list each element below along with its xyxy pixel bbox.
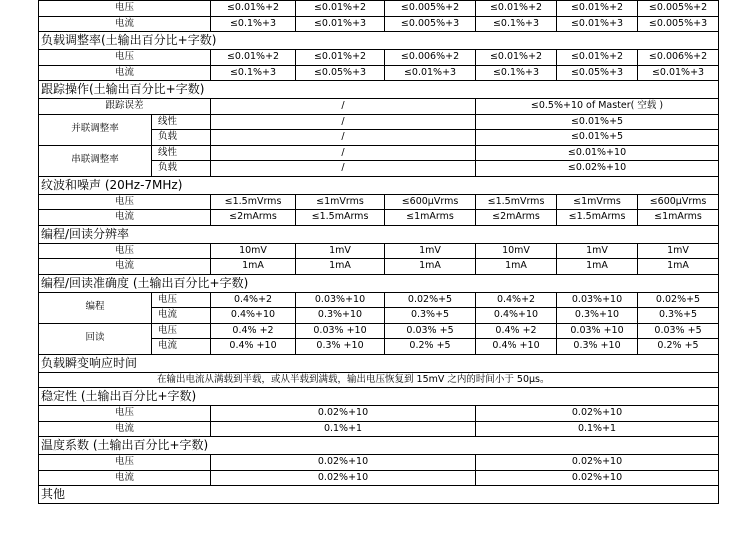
value-cell: 1mV xyxy=(296,243,385,259)
row-label: 电压 xyxy=(39,194,211,210)
value-cell: 0.03% +10 xyxy=(557,323,638,339)
table-row xyxy=(39,243,719,259)
sub-label: 负载 xyxy=(152,130,211,146)
row-label: 电压 xyxy=(39,455,211,471)
row-label: 电流 xyxy=(39,210,211,226)
value-cell: ≤0.01%+2 xyxy=(557,1,638,17)
group-label: 串联调整率 xyxy=(39,145,152,176)
value-cell: 0.4%+10 xyxy=(476,308,557,324)
value-cell: 0.2% +5 xyxy=(385,339,476,355)
value-cell: 0.3%+10 xyxy=(557,308,638,324)
row-label: 电流 xyxy=(39,16,211,32)
table-row xyxy=(39,145,719,161)
value-cell: 0.02%+10 xyxy=(476,406,719,422)
value-cell: ≤1mArms xyxy=(638,210,719,226)
table-row xyxy=(39,114,719,130)
section-title-stability: 稳定性 (土输出百分比+字数) xyxy=(39,388,719,406)
value-cell: 0.03% +5 xyxy=(385,323,476,339)
section-row xyxy=(39,274,719,292)
value-cell: ≤0.01%+5 xyxy=(476,130,719,146)
value-cell: 0.4%+10 xyxy=(211,308,296,324)
value-cell: ≤0.01%+2 xyxy=(296,1,385,17)
row-label: 电压 xyxy=(39,1,211,17)
value-cell: ≤2mArms xyxy=(476,210,557,226)
value-cell: ≤1.5mArms xyxy=(296,210,385,226)
sub-label: 电流 xyxy=(152,308,211,324)
value-cell: ≤0.01%+2 xyxy=(557,50,638,66)
value-cell: 0.02%+10 xyxy=(476,470,719,486)
value-cell: ≤1mArms xyxy=(385,210,476,226)
value-cell: ≤0.05%+3 xyxy=(296,65,385,81)
value-cell: 1mA xyxy=(385,259,476,275)
row-label: 电压 xyxy=(39,406,211,422)
table-row xyxy=(39,194,719,210)
value-cell: 1mV xyxy=(638,243,719,259)
value-cell: / xyxy=(211,145,476,161)
section-row xyxy=(39,32,719,50)
section-title-other: 其他 xyxy=(39,486,719,504)
value-cell: ≤1mVrms xyxy=(557,194,638,210)
value-cell: ≤0.01%+2 xyxy=(211,50,296,66)
value-cell: ≤0.005%+2 xyxy=(638,1,719,17)
value-cell: 0.02%+5 xyxy=(385,292,476,308)
section-title-ripple: 纹波和噪声 (20Hz-7MHz) xyxy=(39,176,719,194)
section-row xyxy=(39,176,719,194)
value-cell: 0.03%+10 xyxy=(557,292,638,308)
section-title-accuracy: 编程/回读准确度 (土输出百分比+字数) xyxy=(39,274,719,292)
value-cell: 0.02%+10 xyxy=(211,470,476,486)
row-label: 电流 xyxy=(39,421,211,437)
value-cell: ≤0.005%+2 xyxy=(385,1,476,17)
section-title-tracking: 跟踪操作(土输出百分比+字数) xyxy=(39,81,719,99)
transient-text: 在输出电流从满载到半载，或从半载到满载，输出电压恢复到 15mV 之内的时间小于 50μs。 xyxy=(39,372,719,388)
value-cell: 0.4%+2 xyxy=(211,292,296,308)
section-row xyxy=(39,486,719,504)
section-title-load-regulation: 负载调整率(土输出百分比+字数) xyxy=(39,32,719,50)
table-row xyxy=(39,455,719,471)
row-label: 电流 xyxy=(39,65,211,81)
table-row xyxy=(39,323,719,339)
table-row xyxy=(39,99,719,115)
row-label: 电压 xyxy=(39,50,211,66)
value-cell: ≤0.1%+3 xyxy=(476,65,557,81)
section-row xyxy=(39,354,719,372)
value-cell: 10mV xyxy=(476,243,557,259)
sub-label: 线性 xyxy=(152,145,211,161)
sub-label: 电压 xyxy=(152,292,211,308)
value-cell: / xyxy=(211,99,476,115)
table-row xyxy=(39,16,719,32)
value-cell: 1mA xyxy=(211,259,296,275)
value-cell: 0.4%+2 xyxy=(476,292,557,308)
table-row xyxy=(39,259,719,275)
table-row xyxy=(39,1,719,17)
sub-label: 线性 xyxy=(152,114,211,130)
row-label: 电流 xyxy=(39,259,211,275)
group-label: 回读 xyxy=(39,323,152,354)
value-cell: 0.3% +10 xyxy=(557,339,638,355)
value-cell: 0.03%+10 xyxy=(296,292,385,308)
value-cell: ≤0.1%+3 xyxy=(476,16,557,32)
value-cell: 1mV xyxy=(385,243,476,259)
spec-sheet xyxy=(38,0,718,504)
row-label: 电流 xyxy=(39,470,211,486)
table-row xyxy=(39,210,719,226)
value-cell: 1mA xyxy=(296,259,385,275)
value-cell: ≤0.5%+10 of Master( 空载 ) xyxy=(476,99,719,115)
value-cell: 0.3%+5 xyxy=(638,308,719,324)
value-cell: ≤0.01%+3 xyxy=(385,65,476,81)
section-title-transient: 负载瞬变响应时间 xyxy=(39,354,719,372)
value-cell: ≤0.01%+2 xyxy=(296,50,385,66)
value-cell: ≤600μVrms xyxy=(638,194,719,210)
value-cell: / xyxy=(211,130,476,146)
table-row xyxy=(39,65,719,81)
table-row xyxy=(39,292,719,308)
value-cell: ≤0.1%+3 xyxy=(211,16,296,32)
value-cell: ≤1.5mVrms xyxy=(211,194,296,210)
value-cell: ≤0.01%+2 xyxy=(476,1,557,17)
table-row xyxy=(39,50,719,66)
value-cell: 0.4% +10 xyxy=(211,339,296,355)
section-title-temperature: 温度系数 (土输出百分比+字数) xyxy=(39,437,719,455)
value-cell: ≤0.01%+3 xyxy=(638,65,719,81)
table-row xyxy=(39,470,719,486)
value-cell: 0.03% +10 xyxy=(296,323,385,339)
value-cell: 1mV xyxy=(557,243,638,259)
section-title-resolution: 编程/回读分辨率 xyxy=(39,225,719,243)
sub-label: 电流 xyxy=(152,339,211,355)
value-cell: 0.3% +10 xyxy=(296,339,385,355)
value-cell: ≤0.006%+2 xyxy=(385,50,476,66)
value-cell: 0.4% +2 xyxy=(211,323,296,339)
value-cell: 0.1%+1 xyxy=(211,421,476,437)
group-label: 并联调整率 xyxy=(39,114,152,145)
value-cell: ≤1mVrms xyxy=(296,194,385,210)
value-cell: 0.3%+10 xyxy=(296,308,385,324)
sub-label: 电压 xyxy=(152,323,211,339)
sub-label: 负载 xyxy=(152,161,211,177)
value-cell: 1mA xyxy=(557,259,638,275)
group-label: 编程 xyxy=(39,292,152,323)
spec-table xyxy=(38,0,719,504)
value-cell: ≤0.005%+3 xyxy=(385,16,476,32)
value-cell: 0.1%+1 xyxy=(476,421,719,437)
value-cell: 0.02%+10 xyxy=(211,406,476,422)
value-cell: 0.02%+5 xyxy=(638,292,719,308)
value-cell: 0.4% +2 xyxy=(476,323,557,339)
value-cell: ≤0.02%+10 xyxy=(476,161,719,177)
value-cell: ≤0.01%+3 xyxy=(296,16,385,32)
value-cell: ≤2mArms xyxy=(211,210,296,226)
value-cell: ≤0.05%+3 xyxy=(557,65,638,81)
section-row xyxy=(39,437,719,455)
value-cell: 10mV xyxy=(211,243,296,259)
table-row xyxy=(39,421,719,437)
table-row xyxy=(39,406,719,422)
section-row xyxy=(39,388,719,406)
value-cell: ≤0.006%+2 xyxy=(638,50,719,66)
value-cell: ≤0.01%+3 xyxy=(557,16,638,32)
value-cell: 0.03% +5 xyxy=(638,323,719,339)
value-cell: 0.2% +5 xyxy=(638,339,719,355)
value-cell: 1mA xyxy=(476,259,557,275)
value-cell: ≤1.5mVrms xyxy=(476,194,557,210)
value-cell: ≤600μVrms xyxy=(385,194,476,210)
value-cell: / xyxy=(211,161,476,177)
value-cell: 0.02%+10 xyxy=(476,455,719,471)
value-cell: ≤0.01%+2 xyxy=(476,50,557,66)
value-cell: 0.02%+10 xyxy=(211,455,476,471)
value-cell: ≤0.01%+10 xyxy=(476,145,719,161)
value-cell: ≤1.5mArms xyxy=(557,210,638,226)
row-label: 跟踪误差 xyxy=(39,99,211,115)
table-row xyxy=(39,372,719,388)
value-cell: 0.3%+5 xyxy=(385,308,476,324)
value-cell: 1mA xyxy=(638,259,719,275)
row-label: 电压 xyxy=(39,243,211,259)
value-cell: ≤0.01%+5 xyxy=(476,114,719,130)
value-cell: ≤0.1%+3 xyxy=(211,65,296,81)
section-row xyxy=(39,225,719,243)
section-row xyxy=(39,81,719,99)
value-cell: ≤0.005%+3 xyxy=(638,16,719,32)
value-cell: / xyxy=(211,114,476,130)
value-cell: 0.4% +10 xyxy=(476,339,557,355)
value-cell: ≤0.01%+2 xyxy=(211,1,296,17)
